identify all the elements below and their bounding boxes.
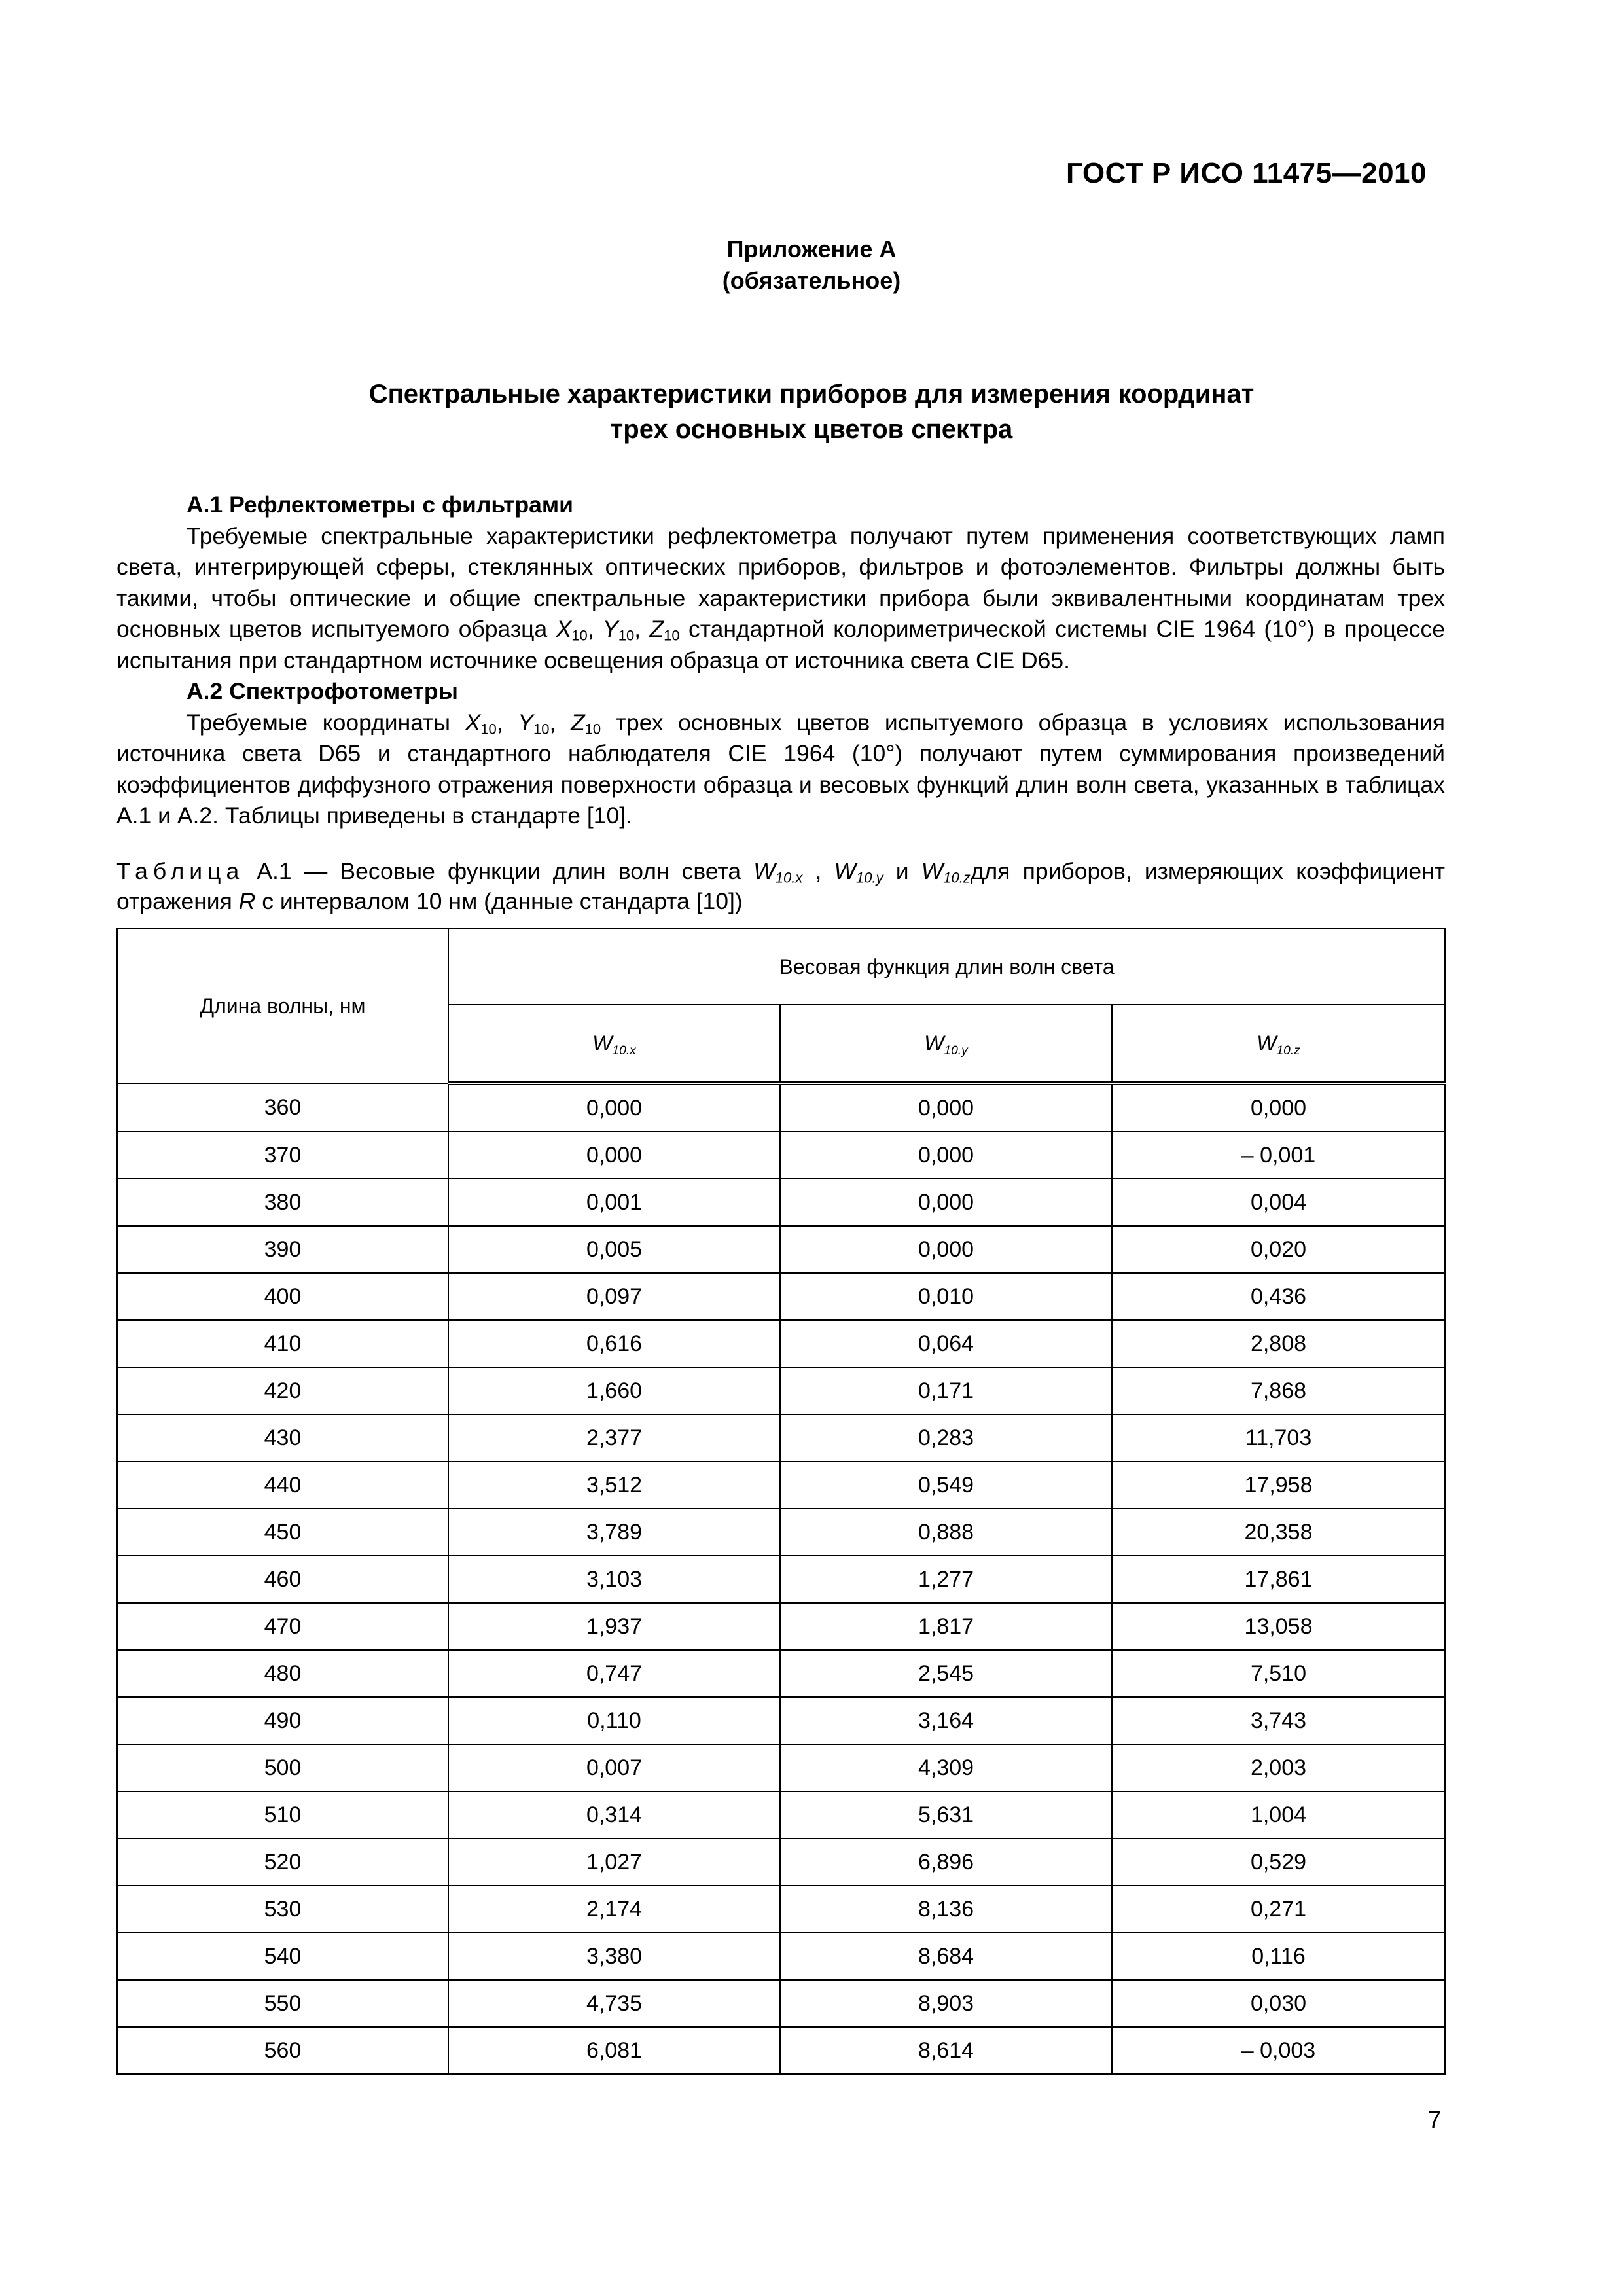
cell-w10x: 4,735 <box>448 1980 780 2027</box>
cell-w10x: 1,660 <box>448 1367 780 1414</box>
subscript-10y: 10.y <box>944 1043 968 1058</box>
symbol-y: Y <box>603 616 618 642</box>
header-w10y <box>780 1005 1112 1083</box>
table-row <box>117 1273 1445 1320</box>
cell-w10z: 2,808 <box>1112 1320 1445 1367</box>
cell-w10x: 3,789 <box>448 1509 780 1556</box>
table-row <box>117 1226 1445 1273</box>
cell-w10y: 1,817 <box>780 1603 1112 1650</box>
cell-w10z: 7,510 <box>1112 1650 1445 1697</box>
cell-wavelength: 560 <box>117 2027 448 2074</box>
cell-w10z: 0,004 <box>1112 1179 1445 1226</box>
cell-w10z: 17,861 <box>1112 1556 1445 1603</box>
cell-w10x: 3,512 <box>448 1462 780 1509</box>
header-wavelength: Длина волны, нм <box>117 929 448 1083</box>
cell-w10y: 8,614 <box>780 2027 1112 2074</box>
cell-wavelength: 520 <box>117 1839 448 1886</box>
cell-w10z: 0,271 <box>1112 1886 1445 1933</box>
symbol-z: Z <box>570 709 585 736</box>
body-text <box>116 490 1445 832</box>
cell-w10x: 0,000 <box>448 1132 780 1179</box>
cell-w10x: 0,110 <box>448 1697 780 1744</box>
cell-w10y: 0,888 <box>780 1509 1112 1556</box>
header-w10x <box>448 1005 780 1083</box>
cell-w10y: 5,631 <box>780 1791 1112 1839</box>
symbol-w: W <box>592 1031 613 1055</box>
table-row <box>117 1556 1445 1603</box>
cell-w10x: 2,174 <box>448 1886 780 1933</box>
cell-w10x: 3,380 <box>448 1933 780 1980</box>
cell-w10z: 13,058 <box>1112 1603 1445 1650</box>
table-row <box>117 1697 1445 1744</box>
symbol-z: Z <box>649 616 664 642</box>
cell-w10z: – 0,003 <box>1112 2027 1445 2074</box>
cell-wavelength: 360 <box>117 1083 448 1132</box>
table-row <box>117 1179 1445 1226</box>
cell-w10y: 8,903 <box>780 1980 1112 2027</box>
cell-w10y: 0,000 <box>780 1132 1112 1179</box>
cell-w10z: 3,743 <box>1112 1697 1445 1744</box>
cell-wavelength: 540 <box>117 1933 448 1980</box>
cell-w10y: 0,000 <box>780 1083 1112 1132</box>
comma: , <box>634 616 650 642</box>
cell-w10y: 6,896 <box>780 1839 1112 1886</box>
page-title-line-1: Спектральные характеристики приборов для измерения координат <box>368 380 1255 408</box>
subscript-10: 10 <box>533 721 550 737</box>
cell-wavelength: 370 <box>117 1132 448 1179</box>
symbol-y: Y <box>518 709 533 736</box>
a1-text-part-1: Требуемые спектральные характеристики рефлектометра получают путем применения соответствующих ламп света, интегрирующей сферы, стеклянных оптических приборов, фильтров и фотоэлементов. Фильтры должны быть такими, чтобы оптические и общие спектральные характеристики прибора были эквивалентными координатам трех основных цветов испытуемого образца <box>116 522 1445 642</box>
subscript-10: 10 <box>664 627 680 644</box>
cell-w10x: 0,097 <box>448 1273 780 1320</box>
annex-title: Приложение А <box>726 236 897 262</box>
cell-wavelength: 410 <box>117 1320 448 1367</box>
cell-w10z: 2,003 <box>1112 1744 1445 1791</box>
cell-w10y: 8,136 <box>780 1886 1112 1933</box>
cell-wavelength: 490 <box>117 1697 448 1744</box>
cell-wavelength: 500 <box>117 1744 448 1791</box>
page-title-line-2: трех основных цветов спектра <box>610 415 1013 444</box>
annex-status: (обязательное) <box>722 267 901 294</box>
symbol-w: W <box>924 1031 944 1055</box>
symbol-w: W <box>834 858 856 884</box>
cell-w10y: 3,164 <box>780 1697 1112 1744</box>
table-caption-text: для приборов, измеряющих коэффициент отражения <box>116 858 1446 914</box>
cell-wavelength: 510 <box>117 1791 448 1839</box>
subscript-10x: 10.x <box>775 869 803 886</box>
cell-w10x: 0,616 <box>448 1320 780 1367</box>
symbol-x: X <box>465 709 481 736</box>
symbol-w: W <box>1257 1031 1277 1055</box>
table-row <box>117 1791 1445 1839</box>
table-row <box>117 1980 1445 2027</box>
table-row <box>117 1603 1445 1650</box>
a1-text-part-2: стандартной колориметрической системы CIE 1964 (10°) в процессе испытания при стандартном источнике освещения образца от источника света CIE D65. <box>116 616 1446 673</box>
table-caption-number: А.1 — Весовые функции длин волн света <box>244 858 754 884</box>
symbol-w: W <box>921 858 944 884</box>
header-weighting-function: Весовая функция длин волн света <box>448 929 1445 1005</box>
weighting-function-table <box>116 928 1446 2075</box>
cell-wavelength: 430 <box>117 1414 448 1462</box>
cell-w10y: 0,010 <box>780 1273 1112 1320</box>
cell-w10z: 11,703 <box>1112 1414 1445 1462</box>
table-caption <box>116 856 1445 916</box>
cell-w10z: 17,958 <box>1112 1462 1445 1509</box>
cell-wavelength: 460 <box>117 1556 448 1603</box>
cell-w10x: 0,001 <box>448 1179 780 1226</box>
comma: , <box>496 709 518 736</box>
table-row <box>117 1132 1445 1179</box>
cell-w10y: 8,684 <box>780 1933 1112 1980</box>
subscript-10y: 10.y <box>856 869 883 886</box>
cell-w10x: 0,005 <box>448 1226 780 1273</box>
cell-w10z: 7,868 <box>1112 1367 1445 1414</box>
cell-w10y: 0,549 <box>780 1462 1112 1509</box>
cell-w10x: 0,000 <box>448 1083 780 1132</box>
cell-wavelength: 530 <box>117 1886 448 1933</box>
cell-wavelength: 420 <box>117 1367 448 1414</box>
table-row <box>117 1650 1445 1697</box>
cell-w10z: 1,004 <box>1112 1791 1445 1839</box>
table-row <box>117 1933 1445 1980</box>
comma: , <box>549 709 571 736</box>
cell-w10y: 0,064 <box>780 1320 1112 1367</box>
subscript-10z: 10.z <box>943 869 971 886</box>
cell-w10z: 20,358 <box>1112 1509 1445 1556</box>
table-row <box>117 1367 1445 1414</box>
symbol-r: R <box>238 888 256 914</box>
table-caption-label: Таблица <box>116 858 245 884</box>
cell-w10x: 0,007 <box>448 1744 780 1791</box>
cell-w10x: 3,103 <box>448 1556 780 1603</box>
section-a1-paragraph <box>116 521 1445 677</box>
cell-w10z: 0,030 <box>1112 1980 1445 2027</box>
cell-wavelength: 440 <box>117 1462 448 1509</box>
cell-wavelength: 390 <box>117 1226 448 1273</box>
cell-w10x: 6,081 <box>448 2027 780 2074</box>
table-row <box>117 1839 1445 1886</box>
cell-wavelength: 470 <box>117 1603 448 1650</box>
cell-w10x: 2,377 <box>448 1414 780 1462</box>
table-row <box>117 1414 1445 1462</box>
cell-w10y: 1,277 <box>780 1556 1112 1603</box>
cell-w10x: 1,027 <box>448 1839 780 1886</box>
symbol-x: X <box>556 616 572 642</box>
cell-w10x: 1,937 <box>448 1603 780 1650</box>
cell-w10z: 0,000 <box>1112 1083 1445 1132</box>
table-row <box>117 1083 1445 1132</box>
section-a2-heading: А.2 Спектрофотометры <box>187 678 458 704</box>
cell-wavelength: 480 <box>117 1650 448 1697</box>
cell-w10z: 0,020 <box>1112 1226 1445 1273</box>
table-caption-text-end: с интервалом 10 нм (данные стандарта [10]) <box>255 888 743 914</box>
table-row <box>117 1886 1445 1933</box>
symbol-w: W <box>753 858 776 884</box>
cell-w10z: 0,436 <box>1112 1273 1445 1320</box>
cell-wavelength: 450 <box>117 1509 448 1556</box>
cell-w10z: 0,116 <box>1112 1933 1445 1980</box>
cell-w10y: 0,171 <box>780 1367 1112 1414</box>
separator: и <box>883 858 921 884</box>
cell-w10y: 0,283 <box>780 1414 1112 1462</box>
cell-w10z: 0,529 <box>1112 1839 1445 1886</box>
table-row <box>117 1462 1445 1509</box>
cell-w10y: 2,545 <box>780 1650 1112 1697</box>
cell-w10x: 0,314 <box>448 1791 780 1839</box>
cell-wavelength: 550 <box>117 1980 448 2027</box>
table-body <box>117 1083 1445 2074</box>
cell-wavelength: 400 <box>117 1273 448 1320</box>
standard-designation: ГОСТ Р ИСО 11475—2010 <box>1065 157 1427 189</box>
subscript-10: 10 <box>571 627 588 644</box>
subscript-10: 10 <box>480 721 497 737</box>
table-row <box>117 1744 1445 1791</box>
section-a1-heading: А.1 Рефлектометры с фильтрами <box>187 492 573 518</box>
a2-text-part-2: трех основных цветов испытуемого образца в условиях использования источника света D65 и стандартного наблюдателя CIE 1964 (10°) получают путем суммирования произведений коэффициентов диффузного отражения поверхности образца и весовых функций длин волн света, указанных в таблицах А.1 и А.2. Таблицы приведены в стандарте [10]. <box>116 709 1445 829</box>
cell-w10z: – 0,001 <box>1112 1132 1445 1179</box>
table-row <box>117 1320 1445 1367</box>
cell-wavelength: 380 <box>117 1179 448 1226</box>
cell-w10y: 4,309 <box>780 1744 1112 1791</box>
a2-text-part-1: Требуемые координаты <box>187 709 465 736</box>
subscript-10z: 10.z <box>1276 1043 1300 1058</box>
page-number: 7 <box>1427 2106 1441 2133</box>
separator: , <box>802 858 834 884</box>
cell-w10x: 0,747 <box>448 1650 780 1697</box>
subscript-10x: 10.x <box>612 1043 636 1058</box>
comma: , <box>587 616 603 642</box>
table-row <box>117 1509 1445 1556</box>
table-row <box>117 2027 1445 2074</box>
cell-w10y: 0,000 <box>780 1226 1112 1273</box>
section-a2-paragraph <box>116 708 1445 832</box>
cell-w10y: 0,000 <box>780 1179 1112 1226</box>
subscript-10: 10 <box>584 721 601 737</box>
header-w10z <box>1112 1005 1445 1083</box>
subscript-10: 10 <box>618 627 635 644</box>
